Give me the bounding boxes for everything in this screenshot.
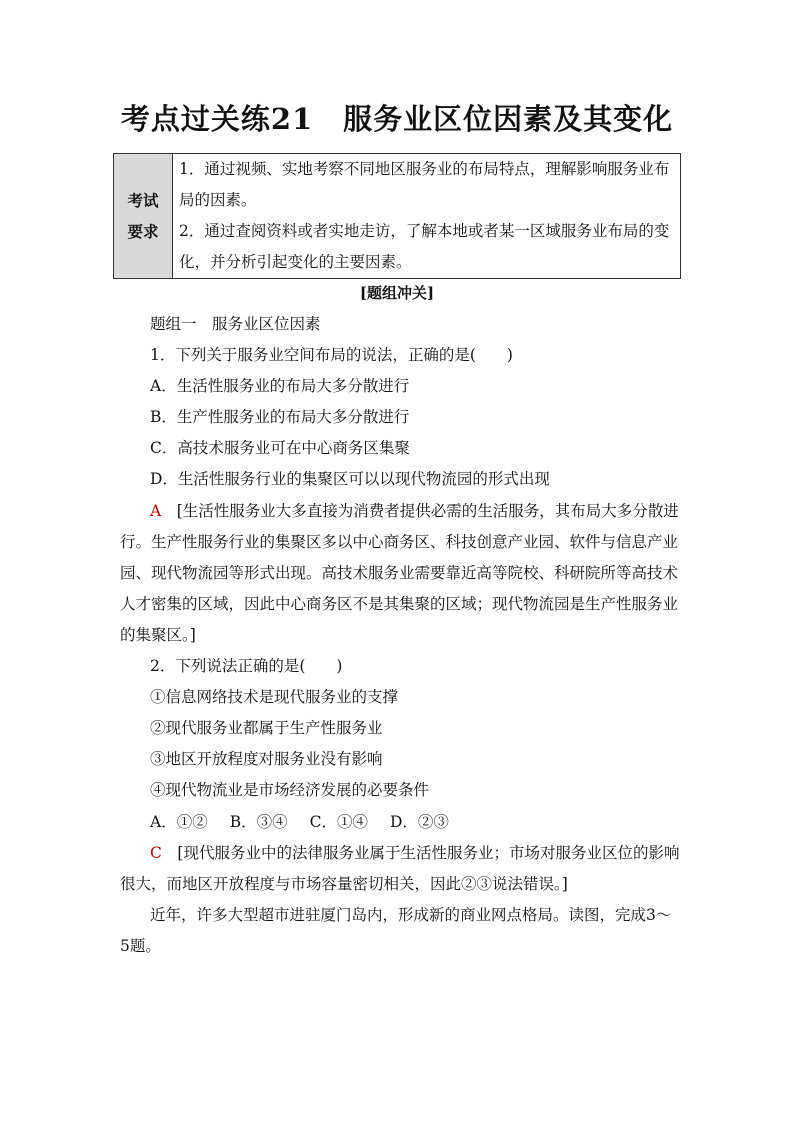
document-body bbox=[120, 309, 680, 962]
question-1-answer bbox=[120, 496, 680, 651]
title-topic: 服务业区位因素及其变化 bbox=[343, 102, 674, 136]
question-1-option-b: B．生产性服务业的布局大多分散进行 bbox=[150, 408, 410, 427]
requirements-table bbox=[113, 153, 681, 279]
requirement-item: 2．通过查阅资料或者实地走访，了解本地或者某一区域服务业布局的变化，并分析引起变化的主要因素。 bbox=[179, 222, 670, 271]
group-title: 题组一 服务业区位因素 bbox=[150, 315, 321, 333]
statement-3: ③地区开放程度对服务业没有影响 bbox=[150, 750, 383, 769]
statement-2: ②现代服务业都属于生产性服务业 bbox=[150, 719, 383, 738]
answer-explanation: [现代服务业中的法律服务业属于生活性服务业；市场对服务业区位的影响很大，而地区开放程度与市场容量密切相关，因此②③说法错误。] bbox=[120, 843, 680, 893]
requirements-content bbox=[173, 154, 681, 279]
statement-1: ①信息网络技术是现代服务业的支撑 bbox=[150, 688, 399, 707]
question-2-answer bbox=[120, 838, 680, 900]
question-1-option-c: C．高技术服务业可在中心商务区集聚 bbox=[150, 439, 410, 458]
option-c: C．①④ bbox=[309, 812, 368, 831]
option-b: B．③④ bbox=[229, 812, 288, 831]
section-tag: [题组冲关] bbox=[359, 284, 435, 302]
answer-letter: C bbox=[150, 843, 162, 862]
question-2-stem: 2．下列说法正确的是( ) bbox=[150, 657, 343, 676]
answer-letter: A bbox=[150, 501, 162, 520]
option-a: A．①② bbox=[150, 812, 208, 831]
question-2-options bbox=[120, 807, 680, 838]
answer-explanation: [生活性服务业大多直接为消费者提供必需的生活服务，其布局大多分散进行。生产性服务行业的集聚区多以中心商务区、科技创意产业园、软件与信息产业园、现代物流园等形式出现。高技术服务业需要靠近高等院校、科研院所等高技术人才密集的区域，因此中心商务区不是其集聚的区域；现代物流园是生产性服务业的集聚区。] bbox=[120, 501, 679, 644]
question-1-stem: 1．下列关于服务业空间布局的说法，正确的是( ) bbox=[150, 346, 513, 365]
statement-4: ④现代物流业是市场经济发展的必要条件 bbox=[150, 781, 430, 800]
option-d: D．②③ bbox=[389, 812, 449, 831]
intro-questions-3-5: 近年，许多大型超市进驻厦门岛内，形成新的商业网点格局。读图，完成3～5题。 bbox=[120, 905, 672, 955]
title-number: 考点过关练21 bbox=[120, 102, 314, 136]
page-title bbox=[0, 97, 794, 138]
requirements-label: 考试 要求 bbox=[114, 154, 173, 279]
question-1-option-d: D．生活性服务行业的集聚区可以以现代物流园的形式出现 bbox=[150, 470, 550, 489]
requirement-item: 1．通过视频、实地考察不同地区服务业的布局特点，理解影响服务业布局的因素。 bbox=[179, 160, 670, 209]
question-1-option-a: A．生活性服务业的布局大多分散进行 bbox=[150, 377, 410, 396]
